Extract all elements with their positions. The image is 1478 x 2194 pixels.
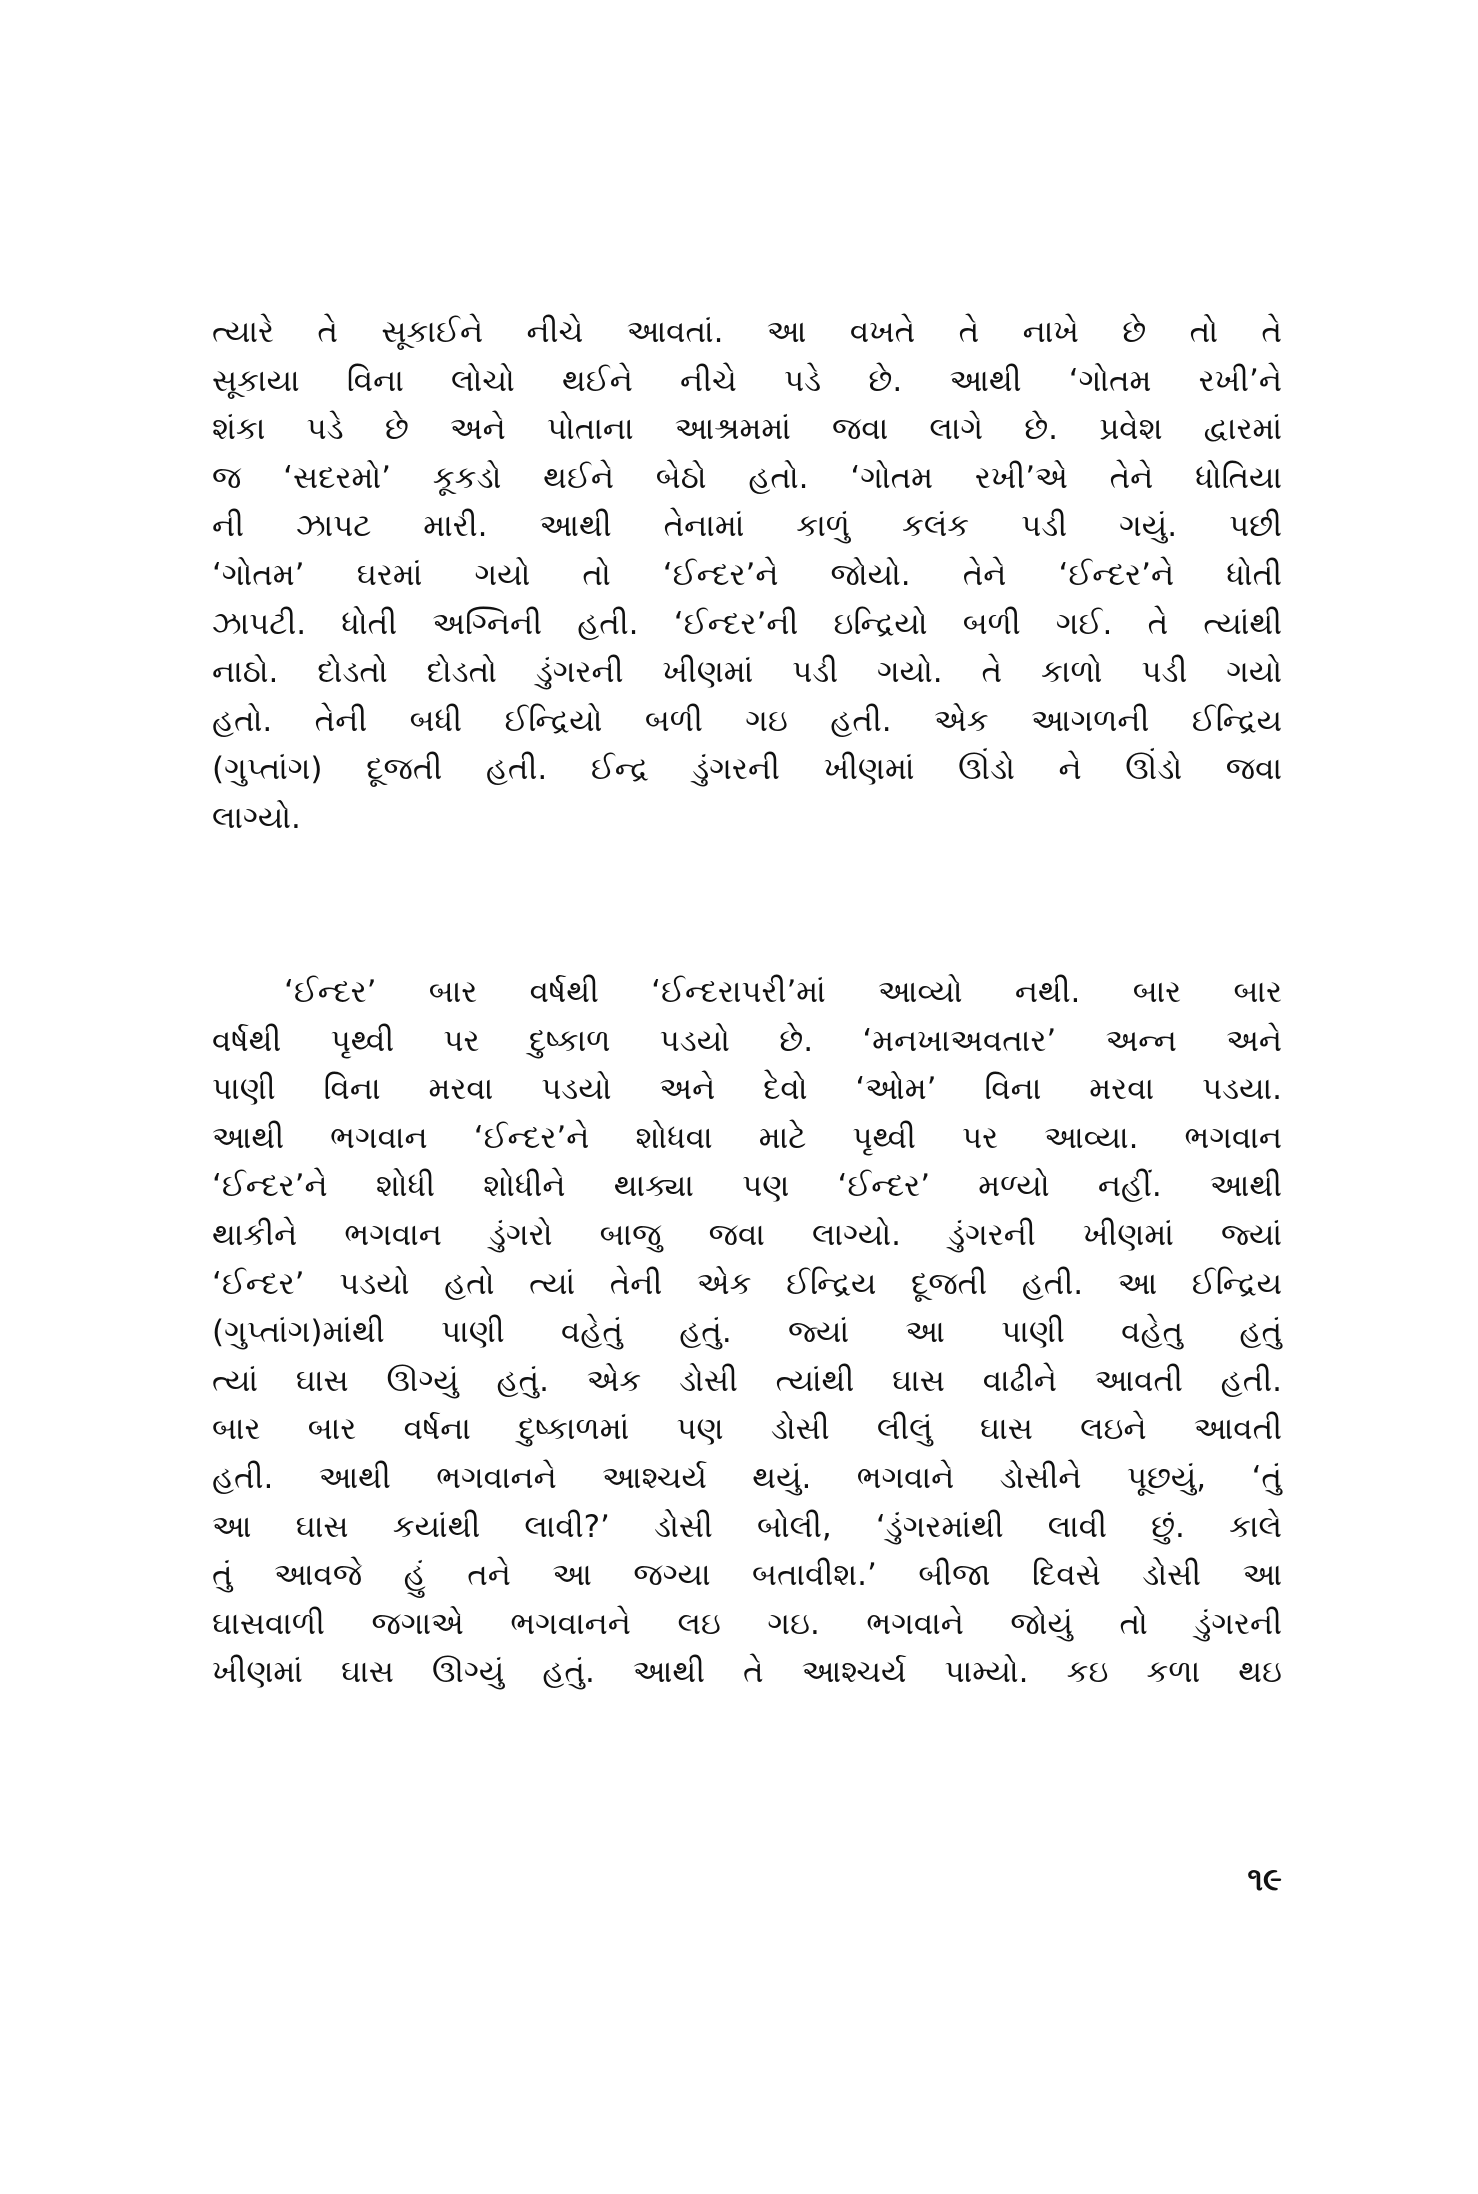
text-line: ‘ઈન્દર’ પડયો હતો ત્યાં તેની એક ઈન્દ્રિય દૂજતી હતી. આ ઈન્દ્રિય <box>212 1265 1282 1302</box>
paragraph-1 <box>212 308 1282 843</box>
text-line: હતી. આથી ભગવાનને આશ્ચર્ય થયું. ભગવાને ડોસીને પૂછયું, ‘તું <box>212 1459 1282 1496</box>
text-line: સૂકાયા વિના લોચો થઈને નીચે પડે છે. આથી ‘ગોતમ રખી’ને <box>212 362 1282 399</box>
text-line: તું આવજે હું તને આ જગ્યા બતાવીશ.’ બીજા દિવસે ડોસી આ <box>212 1557 1282 1594</box>
text-line: પાણી વિના મરવા પડયો અને દેવો ‘ઓમ’ વિના મરવા પડયા. <box>212 1071 1282 1108</box>
text-line: લાગ્યો. <box>212 799 301 836</box>
text-line: (ગુપ્તાંગ)માંથી પાણી વહેતું હતું. જ્યાં આ પાણી વહેતુ હતું <box>212 1314 1282 1351</box>
text-line: નાઠો. દોડતો દોડતો ડુંગરની ખીણમાં પડી ગયો. તે કાળો પડી ગયો <box>212 654 1282 691</box>
text-line: ‘ઈન્દર’ બાર વર્ષથી ‘ઈન્દરાપરી’માં આવ્યો નથી. બાર બાર <box>284 974 1282 1010</box>
page-number: ૧૯ <box>1247 1860 1282 1898</box>
text-line: (ગુપ્તાંગ) દૂજતી હતી. ઈન્દ્ર ડુંગરની ખીણમાં ઊંડો ને ઊંડો જવા <box>212 751 1282 788</box>
text-line: ત્યારે તે સૂકાઈને નીચે આવતાં. આ વખતે તે નાખે છે તો તે <box>212 314 1282 350</box>
text-line: ‘ગોતમ’ ઘરમાં ગયો તો ‘ઈન્દર’ને જોયો. તેને ‘ઈન્દર’ને ધોતી <box>212 556 1282 593</box>
text-line: આ ઘાસ કયાંથી લાવી?’ ડોસી બોલી, ‘ડુંગરમાંથી લાવી છું. કાલે <box>212 1508 1282 1545</box>
text-line: હતો. તેની બધી ઈન્દ્રિયો બળી ગઇ હતી. એક આગળની ઈન્દ્રિય <box>212 702 1282 739</box>
text-line: ની ઝાપટ મારી. આથી તેનામાં કાળું કલંક પડી ગયું. પછી <box>212 508 1282 545</box>
text-line: જ ‘સદરમો’ કૂકડો થઈને બેઠો હતો. ‘ગોતમ રખી’એ તેને ધોતિયા <box>212 459 1282 496</box>
text-line: બાર બાર વર્ષના દુષ્કાળમાં પણ ડોસી લીલું ઘાસ લઇને આવતી <box>212 1411 1282 1448</box>
text-line: આથી ભગવાન ‘ઈન્દર’ને શોધવા માટે પૃથ્વી પર આવ્યા. ભગવાન <box>212 1119 1282 1156</box>
text-line: થાકીને ભગવાન ડુંગરો બાજુ જવા લાગ્યો. ડુંગરની ખીણમાં જ્યાં <box>212 1216 1282 1253</box>
text-line: ઝાપટી. ધોતી અગ્નિની હતી. ‘ઈન્દર’ની ઇન્દ્રિયો બળી ગઈ. તે ત્યાંથી <box>212 605 1282 642</box>
text-line: ખીણમાં ઘાસ ઊગ્યું હતું. આથી તે આશ્ચર્ય પામ્યો. કઇ કળા થઇ <box>212 1654 1282 1691</box>
text-line: ત્યાં ઘાસ ઊગ્યું હતું. એક ડોસી ત્યાંથી ઘાસ વાઢીને આવતી હતી. <box>212 1362 1282 1399</box>
text-line: શંકા પડે છે અને પોતાના આશ્રમમાં જવા લાગે છે. પ્રવેશ દ્વારમાં <box>212 411 1282 448</box>
paragraph-2 <box>212 968 1282 1697</box>
text-line: વર્ષથી પૃથ્વી પર દુષ્કાળ પડયો છે. ‘મનખાઅવતાર’ અન્ન અને <box>212 1022 1282 1059</box>
text-line: ‘ઈન્દર’ને શોધી શોધીને થાક્યા પણ ‘ઈન્દર’ મળ્યો નહીં. આથી <box>212 1168 1282 1205</box>
text-line: ઘાસવાળી જગાએ ભગવાનને લઇ ગઇ. ભગવાને જોયું તો ડુંગરની <box>212 1605 1282 1642</box>
